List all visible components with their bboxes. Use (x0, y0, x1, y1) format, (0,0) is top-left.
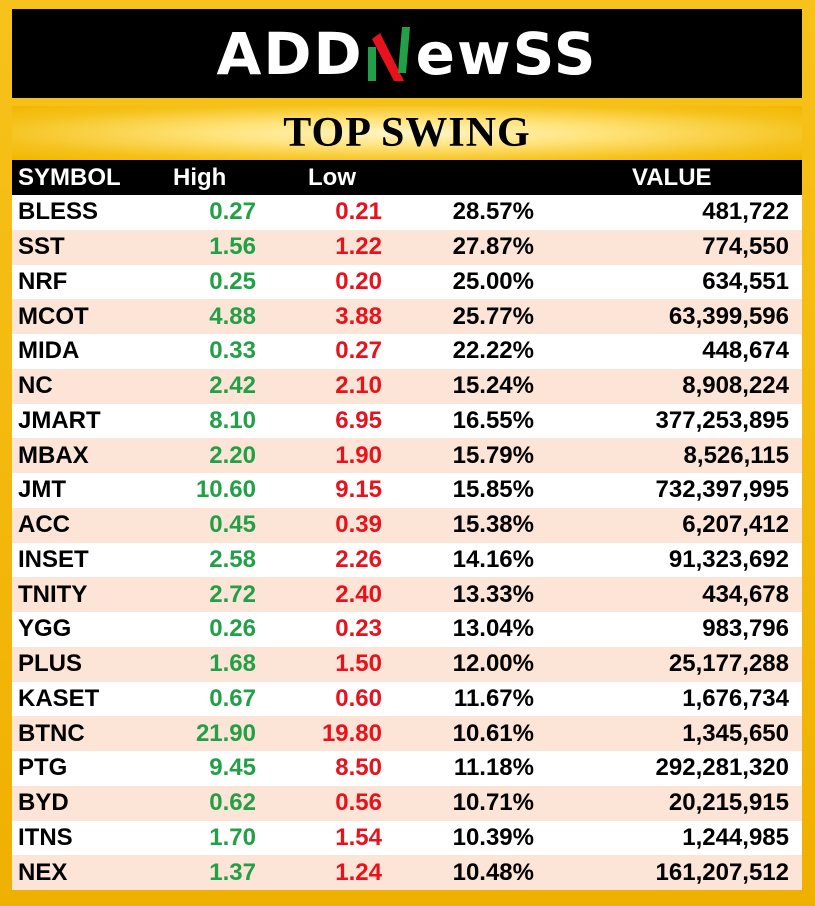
table-row (12, 508, 802, 543)
table-row (12, 682, 802, 717)
table-row (12, 716, 802, 751)
header-low: Low (308, 163, 356, 191)
table-row (12, 821, 802, 856)
low-cell: 1.54 (335, 823, 382, 851)
table-row (12, 404, 802, 439)
table-row (12, 473, 802, 508)
value-cell: 8,526,115 (683, 441, 789, 469)
symbol-cell: JMT (18, 476, 66, 504)
value-cell: 20,215,915 (668, 789, 789, 817)
high-cell: 0.62 (209, 789, 256, 817)
symbol-cell: NC (18, 372, 53, 400)
low-cell: 0.21 (335, 198, 382, 226)
change-cell: 10.71% (452, 789, 534, 817)
symbol-cell: SST (18, 233, 65, 261)
symbol-cell: NRF (18, 267, 68, 295)
value-cell: 774,550 (702, 233, 789, 261)
table-row (12, 195, 802, 230)
change-cell: 10.48% (452, 858, 534, 886)
table-row (12, 577, 802, 612)
header-symbol: SYMBOL (18, 163, 121, 191)
symbol-cell: PTG (18, 754, 68, 782)
change-cell: 11.67% (453, 684, 534, 712)
low-cell: 1.50 (335, 650, 382, 678)
high-cell: 0.27 (209, 198, 256, 226)
high-cell: 21.90 (195, 719, 256, 747)
symbol-cell: NEX (18, 858, 68, 886)
symbol-cell: BLESS (18, 198, 99, 226)
value-cell: 6,207,412 (682, 511, 789, 539)
low-cell: 1.24 (335, 858, 382, 886)
high-cell: 1.37 (209, 858, 256, 886)
table-row (12, 299, 802, 334)
change-cell: 25.77% (452, 302, 534, 330)
high-cell: 1.56 (209, 233, 256, 261)
value-cell: 91,323,692 (668, 545, 789, 573)
value-cell: 8,908,224 (682, 372, 789, 400)
table-row (12, 647, 802, 682)
symbol-cell: ITNS (18, 823, 73, 851)
symbol-cell: MBAX (18, 441, 89, 469)
low-cell: 0.56 (335, 789, 382, 817)
table-row (12, 751, 802, 786)
value-cell: 434,678 (702, 580, 789, 608)
table-row (12, 369, 802, 404)
high-cell: 0.25 (209, 267, 256, 295)
title-band (12, 106, 802, 160)
change-cell: 10.39% (452, 823, 534, 851)
high-cell: 0.45 (209, 511, 256, 539)
table-row (12, 334, 802, 369)
value-cell: 481,722 (702, 198, 789, 226)
table-row (12, 543, 802, 578)
symbol-cell: BTNC (18, 719, 85, 747)
header-high: High (173, 163, 227, 191)
table-row (12, 265, 802, 300)
symbol-cell: INSET (18, 545, 89, 573)
value-cell: 25,177,288 (668, 650, 789, 678)
value-cell: 292,281,320 (655, 754, 789, 782)
low-cell: 2.26 (335, 545, 382, 573)
value-cell: 1,345,650 (682, 719, 789, 747)
change-cell: 15.85% (452, 476, 534, 504)
change-cell: 28.57% (452, 198, 534, 226)
table-row (12, 438, 802, 473)
table-row (12, 612, 802, 647)
low-cell: 2.40 (335, 580, 382, 608)
change-cell: 11.18% (453, 754, 534, 782)
header-value: VALUE (632, 163, 712, 191)
change-cell: 12.00% (452, 650, 534, 678)
logo-n-mark (366, 25, 414, 83)
change-cell: 22.22% (452, 337, 534, 365)
value-cell: 448,674 (702, 337, 789, 365)
high-cell: 0.33 (209, 337, 256, 365)
logo-bar (12, 9, 802, 98)
low-cell: 3.88 (335, 302, 382, 330)
value-cell: 732,397,995 (655, 476, 789, 504)
high-cell: 1.68 (209, 650, 256, 678)
high-cell: 0.26 (209, 615, 256, 643)
symbol-cell: ACC (18, 511, 70, 539)
change-cell: 10.61% (452, 719, 534, 747)
value-cell: 1,244,985 (682, 823, 789, 851)
change-cell: 15.24% (452, 372, 534, 400)
change-cell: 13.04% (452, 615, 534, 643)
high-cell: 9.45 (209, 754, 256, 782)
change-cell: 15.38% (452, 511, 534, 539)
low-cell: 1.90 (335, 441, 382, 469)
high-cell: 4.88 (209, 302, 256, 330)
low-cell: 2.10 (335, 372, 382, 400)
symbol-cell: TNITY (18, 580, 88, 608)
high-cell: 2.20 (209, 441, 256, 469)
low-cell: 0.27 (335, 337, 382, 365)
low-cell: 9.15 (335, 476, 382, 504)
high-cell: 8.10 (209, 406, 256, 434)
high-cell: 0.67 (209, 684, 256, 712)
symbol-cell: MCOT (18, 302, 89, 330)
symbol-cell: YGG (18, 615, 72, 643)
low-cell: 0.20 (335, 267, 382, 295)
table-row (12, 786, 802, 821)
logo-text-right: ewSS (415, 19, 598, 88)
high-cell: 2.42 (209, 372, 256, 400)
low-cell: 1.22 (335, 233, 382, 261)
high-cell: 2.72 (209, 580, 256, 608)
table-row (12, 230, 802, 265)
change-cell: 15.79% (452, 441, 534, 469)
brand-logo (216, 19, 598, 88)
change-cell: 13.33% (452, 580, 534, 608)
table-header (12, 160, 802, 195)
page-title: TOP SWING (283, 110, 531, 156)
symbol-cell: JMART (18, 406, 101, 434)
change-cell: 27.87% (452, 233, 534, 261)
value-cell: 63,399,596 (668, 302, 789, 330)
symbol-cell: BYD (18, 789, 69, 817)
symbol-cell: PLUS (18, 650, 83, 678)
low-cell: 0.60 (335, 684, 382, 712)
high-cell: 2.58 (209, 545, 256, 573)
change-cell: 14.16% (452, 545, 534, 573)
value-cell: 377,253,895 (655, 406, 789, 434)
symbol-cell: MIDA (18, 337, 80, 365)
table-row (12, 855, 802, 890)
value-cell: 983,796 (702, 615, 789, 643)
low-cell: 8.50 (335, 754, 382, 782)
low-cell: 0.23 (335, 615, 382, 643)
value-cell: 1,676,734 (682, 684, 789, 712)
low-cell: 6.95 (335, 406, 382, 434)
swing-table (12, 160, 802, 890)
low-cell: 0.39 (335, 511, 382, 539)
high-cell: 10.60 (195, 476, 256, 504)
logo-text-left: ADD (216, 19, 364, 88)
value-cell: 161,207,512 (655, 858, 789, 886)
change-cell: 16.55% (452, 406, 534, 434)
table-body (12, 195, 802, 890)
value-cell: 634,551 (702, 267, 789, 295)
low-cell: 19.80 (321, 719, 382, 747)
change-cell: 25.00% (452, 267, 534, 295)
high-cell: 1.70 (209, 823, 256, 851)
symbol-cell: KASET (18, 684, 100, 712)
